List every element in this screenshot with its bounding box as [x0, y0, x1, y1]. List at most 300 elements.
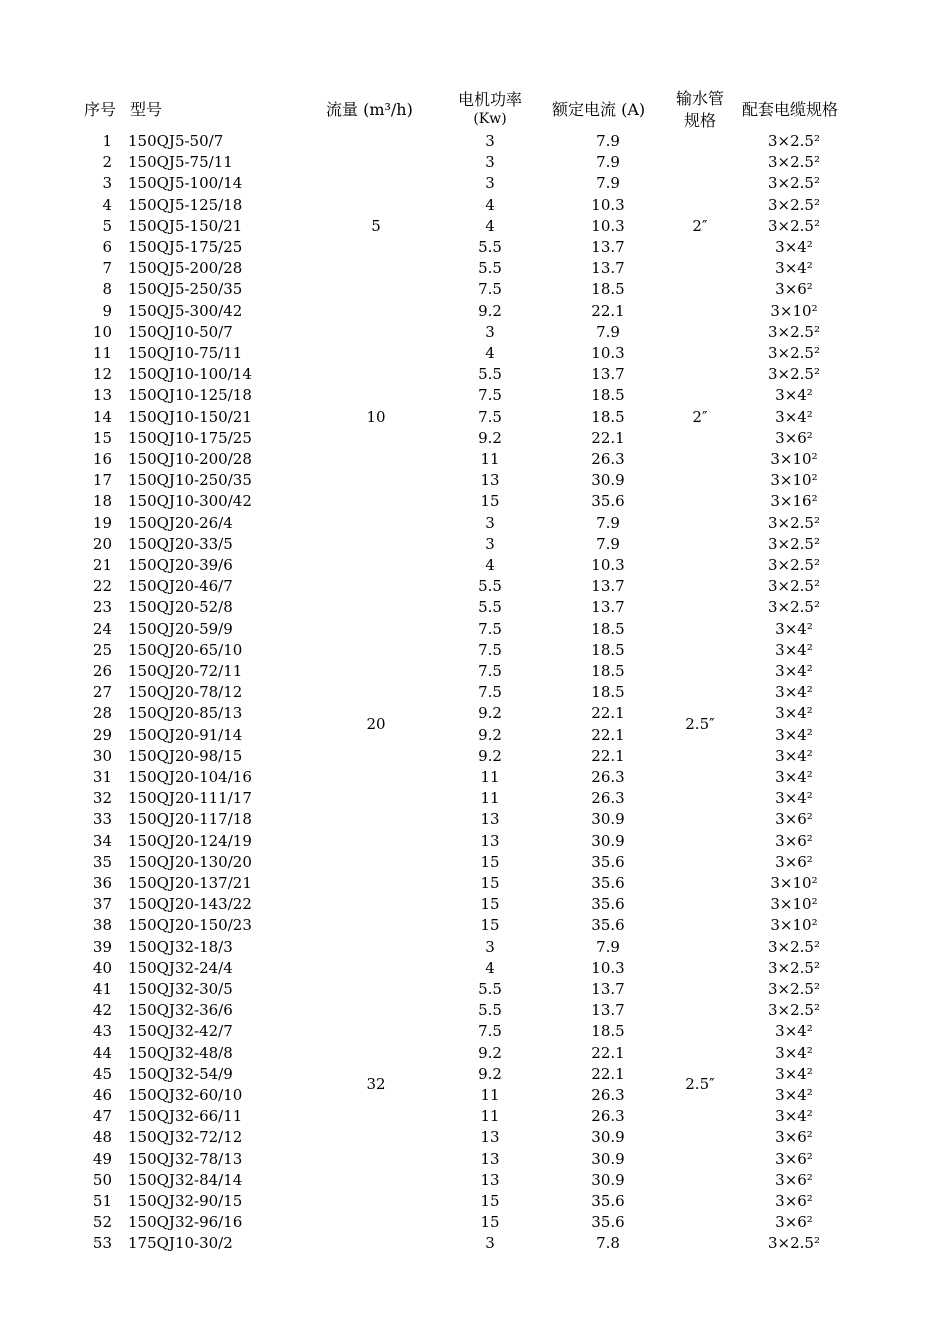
- current-cell: 26.3: [591, 789, 625, 808]
- row-index: 7: [102, 259, 112, 278]
- row-index: 53: [92, 1234, 112, 1253]
- row-index: 13: [92, 386, 112, 405]
- cable-cell: 3×2.5²: [768, 980, 820, 998]
- model-cell: 150QJ5-125/18: [128, 195, 243, 214]
- table-row: [0, 640, 950, 661]
- row-index: 28: [92, 704, 112, 723]
- current-cell: 13.7: [591, 1001, 625, 1020]
- row-index: 3: [102, 174, 112, 193]
- power-cell: 13: [480, 471, 500, 490]
- cable-cell: 3×4²: [775, 1022, 813, 1041]
- model-cell: 150QJ20-117/18: [128, 810, 252, 829]
- pipe-group-cell: 2.5″: [685, 715, 715, 733]
- power-cell: 11: [480, 789, 500, 808]
- current-cell: 18.5: [591, 683, 625, 702]
- row-index: 48: [92, 1128, 112, 1147]
- header-idx: 序号: [84, 100, 117, 119]
- power-cell: 3: [485, 174, 495, 193]
- current-cell: 30.9: [591, 1170, 625, 1189]
- power-cell: 4: [485, 958, 495, 977]
- cable-cell: 3×4²: [775, 1064, 813, 1083]
- cable-cell: 3×6²: [775, 1192, 813, 1210]
- model-cell: 150QJ5-300/42: [128, 301, 243, 320]
- current-cell: 30.9: [591, 1128, 625, 1147]
- cable-cell: 3×6²: [775, 1149, 813, 1168]
- model-cell: 150QJ5-250/35: [128, 280, 243, 299]
- cable-cell: 3×4²: [775, 662, 813, 680]
- model-cell: 150QJ32-18/3: [128, 937, 233, 956]
- power-cell: 7.5: [478, 1022, 502, 1041]
- table-row: [0, 491, 950, 512]
- flow-group-cell: 32: [366, 1075, 386, 1094]
- row-index: 4: [102, 195, 112, 214]
- model-cell: 150QJ5-75/11: [128, 153, 233, 172]
- row-index: 22: [92, 577, 112, 596]
- model-cell: 150QJ32-48/8: [128, 1043, 233, 1062]
- table-row: [0, 979, 950, 1000]
- cable-cell: 3×10²: [770, 450, 818, 468]
- cable-cell: 3×10²: [770, 301, 818, 320]
- table-row: [0, 195, 950, 216]
- power-cell: 15: [480, 1192, 500, 1210]
- pipe-group-cell: 2″: [692, 407, 708, 426]
- cable-cell: 3×4²: [775, 407, 813, 426]
- row-index: 9: [102, 301, 112, 320]
- current-cell: 13.7: [591, 598, 625, 617]
- model-cell: 150QJ32-36/6: [128, 1001, 233, 1020]
- current-cell: 10.3: [591, 216, 625, 235]
- header-kw-line2: (Kw): [473, 111, 507, 127]
- header-flow: 流量 (m³/h): [326, 100, 413, 119]
- model-cell: 150QJ32-90/15: [128, 1192, 243, 1210]
- cable-cell: 3×6²: [775, 810, 813, 829]
- row-index: 41: [92, 980, 112, 998]
- power-cell: 3: [485, 937, 495, 956]
- current-cell: 30.9: [591, 831, 625, 850]
- model-cell: 150QJ32-78/13: [128, 1149, 243, 1168]
- current-cell: 22.1: [591, 428, 625, 447]
- table-row: [0, 873, 950, 894]
- header-cable: 配套电缆规格: [742, 100, 839, 119]
- power-cell: 7.5: [478, 683, 502, 702]
- row-index: 43: [92, 1022, 112, 1041]
- pipe-group-cell: 2″: [692, 216, 708, 235]
- power-cell: 7.5: [478, 619, 502, 638]
- power-cell: 4: [485, 344, 495, 362]
- flow-group-cell: 5: [371, 216, 381, 235]
- current-cell: 18.5: [591, 640, 625, 659]
- table-row: [0, 1106, 950, 1127]
- model-cell: 150QJ20-65/10: [128, 640, 243, 659]
- current-cell: 7.8: [596, 1234, 620, 1253]
- model-cell: 150QJ32-54/9: [128, 1064, 233, 1083]
- row-index: 30: [92, 746, 112, 765]
- power-cell: 4: [485, 195, 495, 214]
- row-index: 16: [92, 450, 112, 468]
- table-row: [0, 322, 950, 343]
- row-index: 37: [92, 895, 112, 914]
- table-row: [0, 852, 950, 873]
- row-index: 17: [92, 471, 112, 490]
- table-row: [0, 703, 950, 724]
- model-cell: 150QJ5-100/14: [128, 174, 243, 193]
- row-index: 49: [92, 1149, 112, 1168]
- model-cell: 150QJ10-300/42: [128, 492, 252, 511]
- cable-cell: 3×4²: [775, 725, 813, 744]
- row-index: 32: [92, 789, 112, 808]
- row-index: 38: [92, 916, 112, 935]
- power-cell: 13: [480, 1128, 500, 1147]
- cable-cell: 3×2.5²: [768, 937, 820, 956]
- power-cell: 9.2: [478, 301, 502, 320]
- model-cell: 150QJ32-60/10: [128, 1086, 243, 1104]
- row-index: 50: [92, 1170, 112, 1189]
- cable-cell: 3×6²: [775, 1128, 813, 1147]
- model-cell: 150QJ20-143/22: [128, 895, 252, 914]
- row-index: 44: [92, 1043, 112, 1062]
- power-cell: 11: [480, 1107, 500, 1126]
- current-cell: 30.9: [591, 471, 625, 490]
- header-pipe-line2: 规格: [683, 111, 716, 130]
- cable-cell: 3×2.5²: [768, 216, 820, 235]
- power-cell: 5.5: [478, 238, 502, 256]
- table-row: [0, 1043, 950, 1064]
- current-cell: 10.3: [591, 556, 625, 574]
- current-cell: 7.9: [596, 534, 620, 553]
- pipe-group-cell: 2.5″: [685, 1075, 715, 1094]
- model-cell: 150QJ20-39/6: [128, 556, 233, 574]
- model-cell: 150QJ10-50/7: [128, 322, 233, 341]
- power-cell: 9.2: [478, 725, 502, 744]
- current-cell: 35.6: [591, 492, 625, 511]
- model-cell: 150QJ10-250/35: [128, 471, 252, 490]
- model-cell: 150QJ20-91/14: [128, 725, 243, 744]
- row-index: 42: [92, 1001, 112, 1020]
- table-row: [0, 173, 950, 194]
- cable-cell: 3×10²: [770, 874, 818, 892]
- current-cell: 35.6: [591, 874, 625, 892]
- table-row: [0, 428, 950, 449]
- current-cell: 13.7: [591, 365, 625, 384]
- power-cell: 15: [480, 492, 500, 511]
- power-cell: 7.5: [478, 407, 502, 426]
- current-cell: 13.7: [591, 577, 625, 596]
- flow-group-cell: 20: [366, 715, 386, 733]
- model-cell: 150QJ20-130/20: [128, 852, 252, 871]
- table-row: [0, 1191, 950, 1212]
- power-cell: 4: [485, 556, 495, 574]
- cable-cell: 3×2.5²: [768, 153, 820, 172]
- current-cell: 22.1: [591, 746, 625, 765]
- header-pipe-line1: 输水管: [675, 89, 724, 108]
- row-index: 11: [92, 344, 112, 362]
- table-row: [0, 915, 950, 936]
- power-cell: 15: [480, 895, 500, 914]
- model-cell: 150QJ32-84/14: [128, 1170, 243, 1189]
- current-cell: 7.9: [596, 132, 620, 150]
- current-cell: 10.3: [591, 195, 625, 214]
- table-row: [0, 407, 950, 428]
- current-cell: 35.6: [591, 852, 625, 871]
- current-cell: 26.3: [591, 450, 625, 468]
- power-cell: 9.2: [478, 1043, 502, 1062]
- power-cell: 4: [485, 216, 495, 235]
- row-index: 27: [92, 683, 112, 702]
- table-row: [0, 343, 950, 364]
- row-index: 23: [92, 598, 112, 617]
- power-cell: 11: [480, 1086, 500, 1104]
- model-cell: 150QJ5-150/21: [128, 216, 243, 235]
- row-index: 5: [102, 216, 112, 235]
- table-row: [0, 301, 950, 322]
- table-row: [0, 894, 950, 915]
- model-cell: 150QJ10-75/11: [128, 344, 243, 362]
- current-cell: 18.5: [591, 280, 625, 299]
- cable-cell: 3×4²: [775, 683, 813, 702]
- table-row: [0, 1021, 950, 1042]
- table-row: [0, 958, 950, 979]
- current-cell: 10.3: [591, 344, 625, 362]
- table-row: [0, 619, 950, 640]
- cable-cell: 3×2.5²: [768, 534, 820, 553]
- power-cell: 3: [485, 153, 495, 172]
- power-cell: 11: [480, 768, 500, 786]
- power-cell: 7.5: [478, 640, 502, 659]
- row-index: 1: [102, 132, 112, 150]
- current-cell: 18.5: [591, 662, 625, 680]
- power-cell: 13: [480, 1149, 500, 1168]
- current-cell: 22.1: [591, 725, 625, 744]
- current-cell: 7.9: [596, 322, 620, 341]
- current-cell: 22.1: [591, 1064, 625, 1083]
- model-cell: 150QJ32-66/11: [128, 1107, 243, 1126]
- row-index: 10: [92, 322, 112, 341]
- model-cell: 150QJ20-137/21: [128, 874, 252, 892]
- model-cell: 150QJ20-26/4: [128, 513, 233, 532]
- header-model: 型号: [130, 100, 163, 119]
- model-cell: 150QJ20-52/8: [128, 598, 233, 617]
- cable-cell: 3×10²: [770, 916, 818, 935]
- current-cell: 26.3: [591, 1086, 625, 1104]
- table-row: [0, 470, 950, 491]
- header-kw-line1: 电机功率: [457, 90, 522, 109]
- row-index: 34: [92, 831, 112, 850]
- table-row: [0, 576, 950, 597]
- table-row: [0, 1127, 950, 1148]
- table-row: [0, 725, 950, 746]
- cable-cell: 3×2.5²: [768, 195, 820, 214]
- power-cell: 15: [480, 1213, 500, 1232]
- row-index: 36: [92, 874, 112, 892]
- power-cell: 9.2: [478, 1064, 502, 1083]
- table-row: [0, 746, 950, 767]
- current-cell: 18.5: [591, 407, 625, 426]
- header-amp: 额定电流 (A): [552, 100, 646, 119]
- cable-cell: 3×4²: [775, 259, 813, 278]
- power-cell: 7.5: [478, 280, 502, 299]
- row-index: 51: [92, 1192, 112, 1210]
- current-cell: 13.7: [591, 238, 625, 256]
- current-cell: 7.9: [596, 153, 620, 172]
- row-index: 33: [92, 810, 112, 829]
- table-row: [0, 364, 950, 385]
- power-cell: 5.5: [478, 1001, 502, 1020]
- power-cell: 3: [485, 322, 495, 341]
- table-row: [0, 131, 950, 152]
- power-cell: 3: [485, 132, 495, 150]
- power-cell: 13: [480, 810, 500, 829]
- current-cell: 18.5: [591, 1022, 625, 1041]
- table-row: [0, 1064, 950, 1085]
- model-cell: 150QJ20-124/19: [128, 831, 252, 850]
- model-cell: 150QJ5-50/7: [128, 132, 224, 150]
- table-row: [0, 555, 950, 576]
- cable-cell: 3×4²: [775, 789, 813, 808]
- row-index: 47: [92, 1107, 112, 1126]
- model-cell: 150QJ20-33/5: [128, 534, 233, 553]
- cable-cell: 3×4²: [775, 238, 813, 256]
- row-index: 45: [92, 1064, 112, 1083]
- cable-cell: 3×6²: [775, 1213, 813, 1232]
- model-cell: 150QJ5-200/28: [128, 259, 243, 278]
- cable-cell: 3×6²: [775, 852, 813, 871]
- current-cell: 7.9: [596, 937, 620, 956]
- cable-cell: 3×4²: [775, 704, 813, 723]
- power-cell: 3: [485, 513, 495, 532]
- current-cell: 22.1: [591, 704, 625, 723]
- model-cell: 150QJ20-46/7: [128, 577, 233, 596]
- model-cell: 150QJ32-42/7: [128, 1022, 233, 1041]
- row-index: 12: [92, 365, 112, 384]
- cable-cell: 3×6²: [775, 428, 813, 447]
- row-index: 52: [92, 1213, 112, 1232]
- table-row: [0, 237, 950, 258]
- current-cell: 7.9: [596, 513, 620, 532]
- table-row: [0, 513, 950, 534]
- cable-cell: 3×16²: [770, 492, 818, 511]
- table-row: [0, 279, 950, 300]
- row-index: 24: [92, 619, 112, 638]
- model-cell: 150QJ5-175/25: [128, 238, 243, 256]
- power-cell: 5.5: [478, 980, 502, 998]
- cable-cell: 3×2.5²: [768, 322, 820, 341]
- model-cell: 150QJ10-150/21: [128, 407, 252, 426]
- cable-cell: 3×2.5²: [768, 174, 820, 193]
- current-cell: 35.6: [591, 916, 625, 935]
- table-row: [0, 1233, 950, 1254]
- row-index: 20: [92, 534, 112, 553]
- power-cell: 9.2: [478, 428, 502, 447]
- table-row: [0, 1085, 950, 1106]
- cable-cell: 3×2.5²: [768, 1234, 820, 1253]
- model-cell: 150QJ32-24/4: [128, 958, 233, 977]
- model-cell: 150QJ20-104/16: [128, 768, 252, 786]
- current-cell: 22.1: [591, 1043, 625, 1062]
- current-cell: 7.9: [596, 174, 620, 193]
- row-index: 40: [92, 958, 112, 977]
- row-index: 8: [102, 280, 112, 299]
- table-row: [0, 258, 950, 279]
- power-cell: 5.5: [478, 598, 502, 617]
- row-index: 21: [92, 556, 112, 574]
- power-cell: 5.5: [478, 259, 502, 278]
- power-cell: 13: [480, 831, 500, 850]
- current-cell: 35.6: [591, 1192, 625, 1210]
- row-index: 15: [92, 428, 112, 447]
- model-cell: 150QJ20-78/12: [128, 683, 243, 702]
- model-cell: 150QJ20-150/23: [128, 916, 252, 935]
- cable-cell: 3×10²: [770, 471, 818, 490]
- current-cell: 13.7: [591, 980, 625, 998]
- model-cell: 175QJ10-30/2: [128, 1234, 233, 1253]
- row-index: 2: [102, 153, 112, 172]
- row-index: 6: [102, 238, 112, 256]
- cable-cell: 3×2.5²: [768, 577, 820, 596]
- cable-cell: 3×2.5²: [768, 556, 820, 574]
- current-cell: 13.7: [591, 259, 625, 278]
- cable-cell: 3×2.5²: [768, 598, 820, 617]
- power-cell: 11: [480, 450, 500, 468]
- current-cell: 18.5: [591, 619, 625, 638]
- cable-cell: 3×4²: [775, 640, 813, 659]
- cable-cell: 3×4²: [775, 1107, 813, 1126]
- model-cell: 150QJ20-59/9: [128, 619, 233, 638]
- cable-cell: 3×4²: [775, 619, 813, 638]
- table-row: [0, 937, 950, 958]
- flow-group-cell: 10: [366, 407, 386, 426]
- row-index: 46: [92, 1086, 112, 1104]
- row-index: 25: [92, 640, 112, 659]
- power-cell: 15: [480, 916, 500, 935]
- power-cell: 5.5: [478, 577, 502, 596]
- power-cell: 15: [480, 874, 500, 892]
- current-cell: 10.3: [591, 958, 625, 977]
- current-cell: 30.9: [591, 810, 625, 829]
- cable-cell: 3×4²: [775, 386, 813, 405]
- row-index: 19: [92, 513, 112, 532]
- row-index: 35: [92, 852, 112, 871]
- cable-cell: 3×4²: [775, 1086, 813, 1104]
- table-row: [0, 809, 950, 830]
- table-row: [0, 1149, 950, 1170]
- power-cell: 9.2: [478, 704, 502, 723]
- power-cell: 7.5: [478, 662, 502, 680]
- model-cell: 150QJ10-200/28: [128, 450, 252, 468]
- table-row: [0, 1170, 950, 1191]
- model-cell: 150QJ10-125/18: [128, 386, 252, 405]
- model-cell: 150QJ32-96/16: [128, 1213, 243, 1232]
- table-row: [0, 661, 950, 682]
- current-cell: 35.6: [591, 1213, 625, 1232]
- table-row: [0, 682, 950, 703]
- table-row: [0, 216, 950, 237]
- row-index: 14: [92, 407, 112, 426]
- cable-cell: 3×2.5²: [768, 132, 820, 150]
- model-cell: 150QJ20-98/15: [128, 746, 243, 765]
- table-row: [0, 449, 950, 470]
- model-cell: 150QJ32-30/5: [128, 980, 233, 998]
- cable-cell: 3×2.5²: [768, 344, 820, 362]
- model-cell: 150QJ20-85/13: [128, 704, 243, 723]
- current-cell: 26.3: [591, 1107, 625, 1126]
- table-row: [0, 385, 950, 406]
- model-cell: 150QJ20-72/11: [128, 662, 243, 680]
- model-cell: 150QJ20-111/17: [128, 789, 252, 808]
- current-cell: 26.3: [591, 768, 625, 786]
- table-row: [0, 767, 950, 788]
- table-row: [0, 1212, 950, 1233]
- row-index: 31: [92, 768, 112, 786]
